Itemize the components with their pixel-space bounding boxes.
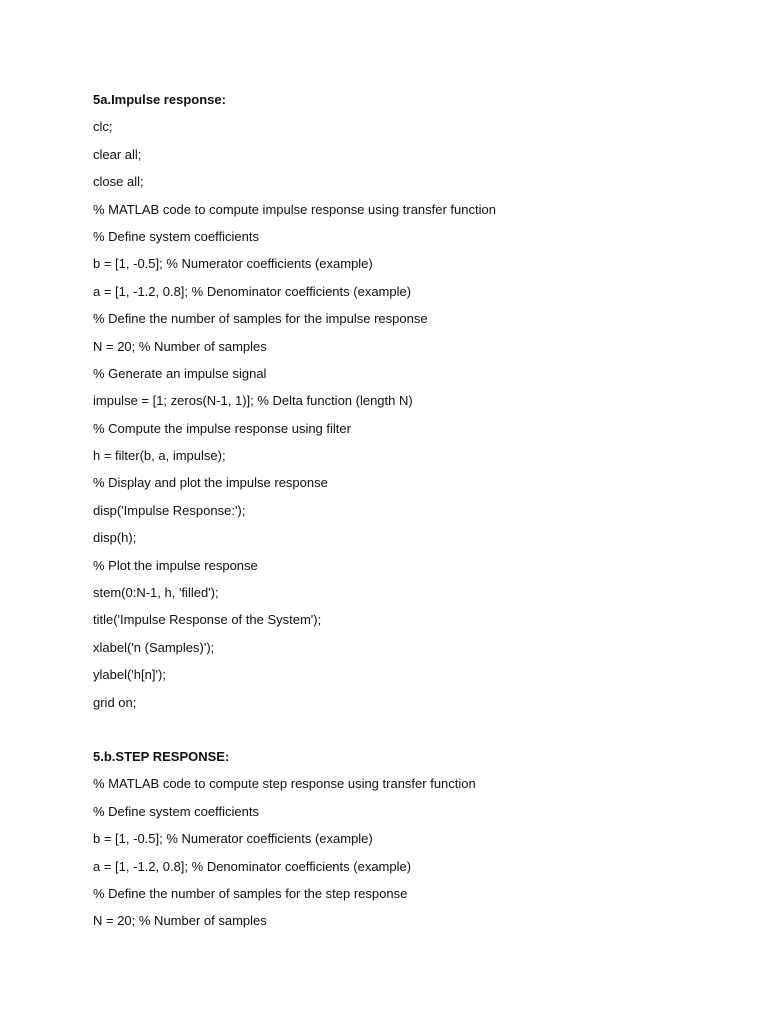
section-impulse-response [93,86,733,716]
document-body [93,86,733,935]
code-line: % MATLAB code to compute step response using transfer function [93,776,476,792]
section-step-response [93,743,733,935]
code-line: % Display and plot the impulse response [93,475,328,491]
code-line: clc; [93,119,113,135]
code-line: % Define the number of samples for the impulse response [93,311,428,327]
code-line: grid on; [93,694,137,710]
code-line: impulse = [1; zeros(N-1, 1)]; % Delta function (length N) [93,393,413,409]
code-line: h = filter(b, a, impulse); [93,448,226,464]
code-line: disp('Impulse Response:'); [93,502,246,518]
code-line: % Plot the impulse response [93,557,258,573]
code-line: % MATLAB code to compute impulse response using transfer function [93,201,496,217]
code-line: N = 20; % Number of samples [93,338,267,354]
code-line: close all; [93,174,144,190]
code-line: b = [1, -0.5]; % Numerator coefficients (example) [93,256,373,272]
code-line: % Generate an impulse signal [93,365,267,381]
code-line: xlabel('n (Samples)'); [93,639,215,655]
code-line: % Compute the impulse response using filter [93,420,351,436]
code-line: title('Impulse Response of the System'); [93,612,322,628]
code-line: % Define system coefficients [93,803,259,819]
code-line: a = [1, -1.2, 0.8]; % Denominator coefficients (example) [93,858,412,874]
section-heading: 5a.Impulse response: [93,92,226,107]
code-line: a = [1, -1.2, 0.8]; % Denominator coefficients (example) [93,283,412,299]
code-line: stem(0:N-1, h, 'filled'); [93,585,219,601]
code-line: N = 20; % Number of samples [93,913,267,929]
section-heading: 5.b.STEP RESPONSE: [93,748,230,764]
code-line: ylabel('h[n]'); [93,667,166,683]
code-line: clear all; [93,146,142,162]
code-line: b = [1, -0.5]; % Numerator coefficients (example) [93,831,373,847]
code-line: % Define system coefficients [93,228,259,244]
code-line: % Define the number of samples for the step response [93,885,408,901]
code-line: disp(h); [93,530,137,546]
